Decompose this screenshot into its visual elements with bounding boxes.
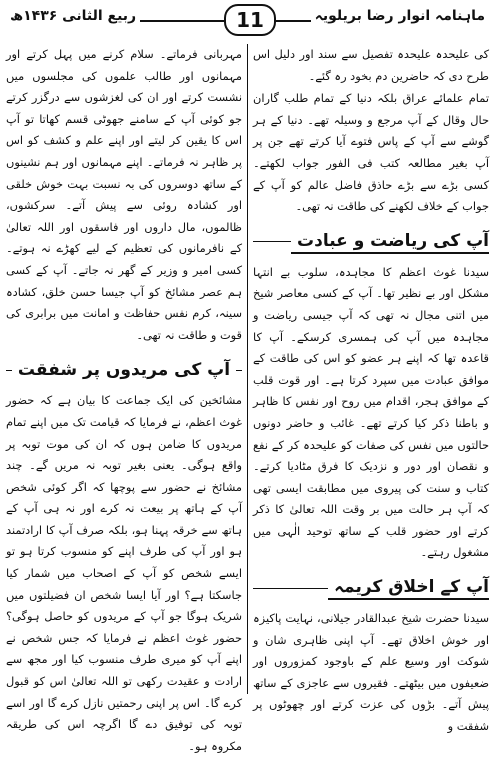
paragraph: مہربانی فرماتے۔ سلام کرنے میں پہل کرتے اور مہمانوں اور طالب علموں کی مجلسوں میں نشست کرتے اور ان کی لغزشوں سے درگزر کرتے جو کوئی آپ کے سامنے جھوٹی قسم کھاتا تو آپ اس کا یقین کر لیتے اور اپنے علم و کشف کو اس پر ظاہر نہ فرماتے۔ اپنے مہمانوں اور ہم نشینوں کے ساتھ دوسروں کی بہ نسبت بہت خوش خلقی اور کشادہ روئی سے پیش آتے۔ سرکشوں، ظالموں، مال داروں اور فاسقوں اور اللہ تعالیٰ کے نافرمانوں کی تعظیم کے لیے کھڑے نہ ہوتے۔ کسی امیر و وزیر کے گھر نہ جاتے۔ آپ کے کسی ہم عصر مشائخ کو آپ جیسا حسن خلق، کشادہ سینہ، کرم نفس حفاظت و امانت میں برابری کی قوت و طاقت نہ تھی۔ — [6, 47, 242, 342]
paragraph: مشائخین کی ایک جماعت کا بیان ہے کہ حضور غوث اعظم، نے فرمایا کہ قیامت تک میں اپنے تمام مریدوں کا ضامن ہوں کہ ان کی موت توبہ پر واقع ہوگی۔ یعنی بغیر توبہ نہ مریں گے۔ چند مشائخ نے حضور سے پوچھا کہ اگر کوئی شخص آپ کے ہاتھ پر بیعت نہ کرے اور نہ ہی آپ کے ہاتھ سے خرقہ پہنا ہو، بلکہ صرف آپ کا ارادتمند ہو اور آپ کی طرف اپنے کو منسوب کرتا ہو تو ایسے شخص کو آپ کے اصحاب میں شمار کیا جاسکتا ہے؟ اور آیا ایسا شخص ان فضیلتوں میں شریک ہوگا جو آپ کے مریدوں کو حاصل ہوگی؟ حضور غوث اعظم نے فرمایا کہ جس شخص نے اپنے آپ کو میری طرف منسوب کیا اور مجھ سے ارادت و عقیدت رکھی تو اللہ تعالیٰ اس کو قبول کرے گا۔ اس پر اپنی رحمتیں نازل کرے گا اور اسے توبہ کی توفیق دے گا اگرچہ اس کی طریقہ مکروہ ہو۔ — [6, 393, 242, 753]
left-column — [6, 44, 242, 753]
column-divider — [247, 44, 248, 694]
section-heading-text: آپ کے اخلاق کریمہ — [328, 576, 489, 600]
heading-rule — [236, 370, 242, 371]
section-heading-character — [253, 576, 489, 600]
section-heading-disciples — [6, 358, 242, 382]
heading-rule — [253, 241, 291, 242]
page-header — [6, 4, 489, 38]
heading-rule — [6, 370, 12, 371]
right-column — [253, 44, 489, 734]
section-heading-text: آپ کی مریدوں پر شفقت — [17, 360, 231, 381]
magazine-title: ماہنامہ انوار رضا بریلویہ — [311, 8, 489, 24]
issue-date: ربیع الثانی ۱۴۳۶ھ — [6, 8, 140, 24]
page-number: 11 — [224, 4, 276, 36]
heading-rule — [253, 588, 328, 589]
paragraph: کی علیحدہ علیحدہ تفصیل سے سند اور دلیل اس طرح دی کہ حاضرین دم بخود رہ گئے۔ — [253, 47, 489, 83]
paragraph: سیدنا حضرت شیخ عبدالقادر جیلانی، نہایت پاکیزہ اور خوش اخلاق تھے۔ آپ اپنی ظاہری شان و شوکت اور وسیع علم کے باوجود کمزوروں اور ضعیفوں میں بیٹھتے۔ فقیروں سے عاجزی کے ساتھ پیش آتے۔ بڑوں کی عزت کرتے اور چھوٹوں پر شفقت و — [253, 611, 489, 734]
paragraph: تمام علمائے عراق بلکہ دنیا کے تمام طلب گاران حال وقال کے آپ مرجع و وسیلہ تھے۔ دنیا کے ہر گوشے سے آپ کے پاس فتوے آیا کرتے تھے جن پر آپ بغیر مطالعہ کتب فی الفور جواب لکھتے۔ کسی بڑے سے بڑے حاذق فاضل عالم کو آپ کے جواب کے خلاف لکھنے کی طاقت نہ تھی۔ — [253, 91, 489, 214]
section-heading-worship — [253, 230, 489, 254]
section-heading-text: آپ کی ریاضت و عبادت — [291, 230, 489, 254]
paragraph: سیدنا غوث اعظم کا مجاہدہ، سلوب بے انتہا مشکل اور بے نظیر تھا۔ آپ کے کسی معاصر شیخ میں اتنی مجال نہ تھی کہ آپ جیسی ریاضت و مجاہدہ میں آپ کی ہمسری کرسکے۔ آپ کا قاعدہ تھا کہ اپنے ہر عضو کو اس کی طاقت کے موافق عبادت میں سپرد کرتا ہے۔ اور قوت قلب کے موافق ہجر، اقدام میں روح اور نفس کا ظاہر و باطنا ذکر کیا کرتے تھے۔ غائب و حاضر دونوں حالتوں میں نفس کی صفات کو علیحدہ کر کے نفع و نقصان اور دور و نزدیک کا فرق مٹادیا کرتے۔ کتاب و سنت کی پیروی میں مطابقت ایسی تھی کہ آپ ہر حالت میں بر وقت اللہ تعالیٰ کا ذکر کرتے اور حضور قلب کے ساتھ توحید الٰہی میں مشغول رہتے۔ — [253, 264, 489, 560]
